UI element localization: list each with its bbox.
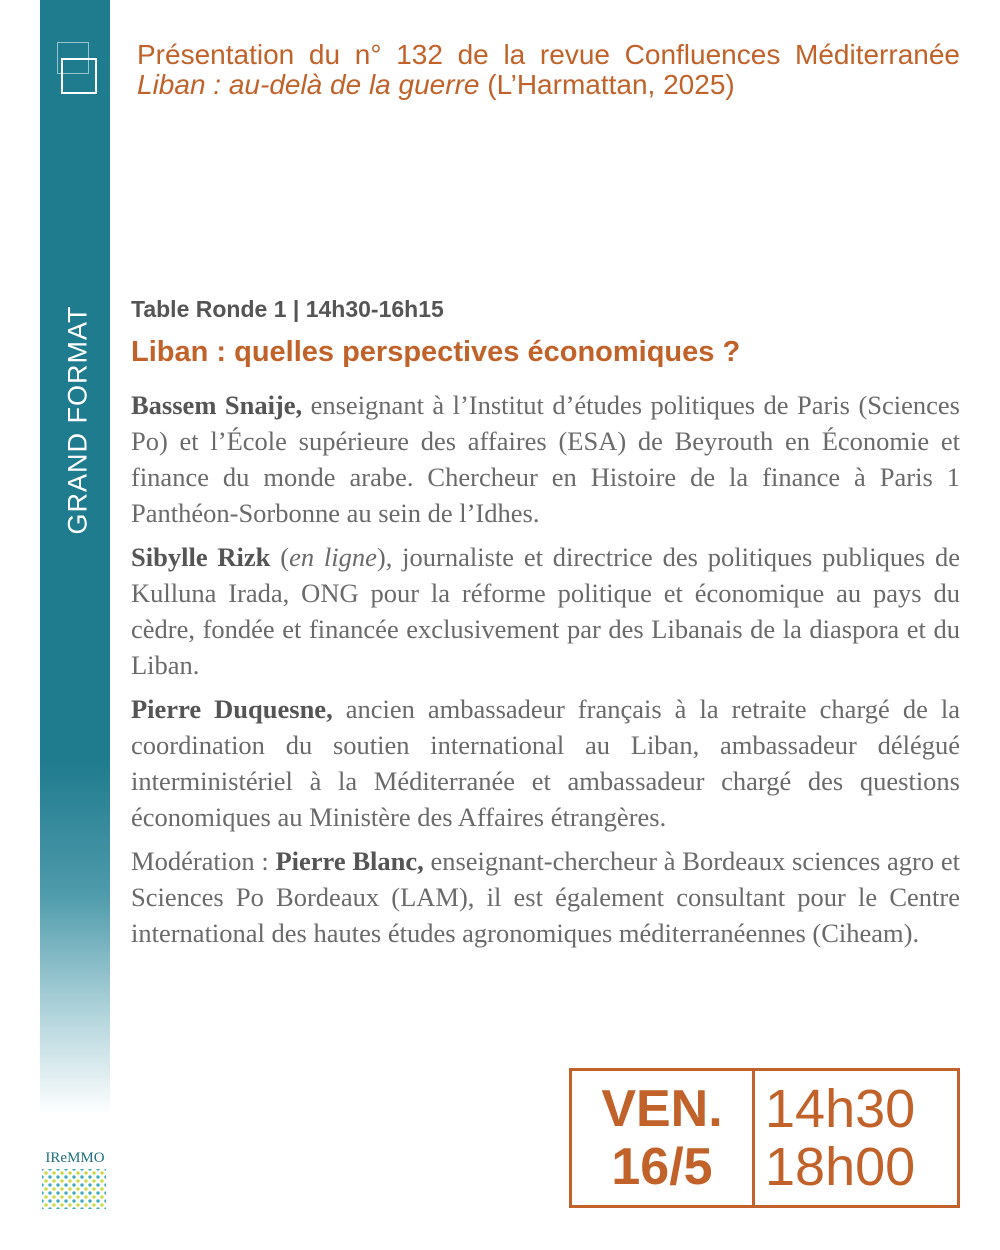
iremmo-logo-text: IReMMO — [45, 1150, 105, 1166]
session-label: Table Ronde 1 | 14h30-16h15 — [131, 296, 444, 322]
speaker-name: Sibylle Rizk — [131, 542, 271, 572]
speaker-name: Bassem Snaije, — [131, 390, 303, 420]
presentation-header — [137, 40, 960, 100]
sidebar-band — [40, 0, 110, 1115]
time-block — [755, 1071, 957, 1205]
section-label: GRAND FORMAT — [62, 305, 93, 535]
header-text-after: (L’Harmattan, 2025) — [479, 69, 735, 100]
weekday: VEN. — [601, 1080, 723, 1138]
speaker-description: ), journaliste et directrice des politiques publiques de Kulluna Irada, ONG pour la réforme politique et économique au pays du cèdre, fondée et financée exclusivement par des Libanais de la diaspora et du Liban. — [131, 542, 961, 680]
speaker-name: Pierre Blanc, — [275, 846, 424, 876]
date-box — [569, 1068, 960, 1208]
iremmo-logo — [42, 1150, 108, 1209]
day-month: 16/5 — [611, 1138, 713, 1196]
speaker-list — [131, 387, 960, 959]
speaker-bio — [131, 691, 960, 835]
moderator-prefix: Modération : — [131, 846, 276, 876]
date-day-block — [572, 1071, 755, 1205]
start-time: 14h30 — [765, 1079, 916, 1139]
speaker-name: Pierre Duquesne, — [131, 694, 333, 724]
speaker-bio — [131, 387, 960, 531]
speaker-bio: Sibylle Rizk (en ligne), journaliste et directrice des politiques publiques de Kulluna Irada, ONG pour la réforme politique et économique au pays du cèdre, fondée et financée exclusivement par des Libanais de la diaspora et du Liban. — [131, 542, 961, 680]
squares-logo-icon — [57, 42, 97, 96]
speaker-description: enseignant à l’Institut d’études politiques de Paris (Sciences Po) et l’École supérieure des affaires (ESA) de Beyrouth en Économie et finance du monde arabe. Chercheur en Histoire de la finance à Paris 1 Panthéon-Sorbonne au sein de l’Idhes. — [131, 390, 960, 528]
review-title: Liban : au-delà de la guerre — [137, 69, 480, 100]
mosaic-pattern-icon — [42, 1169, 106, 1209]
speaker-description: ancien ambassadeur français à la retraite chargé de la coordination du soutien international au Liban, ambassadeur délégué interministériel à la Méditerranée et ambassadeur chargé des questions économiques au Ministère des Affaires étrangères. — [131, 694, 960, 832]
speaker-description: enseignant-chercheur à Bordeaux sciences agro et Sciences Po Bordeaux (LAM), il est également consultant pour le Centre international des hautes études agronomiques méditerranéennes (Ciheam). — [131, 846, 960, 948]
speaker-note: en ligne — [289, 542, 377, 572]
header-text-before: Présentation du n° 132 de la revue Confluences Méditerranée — [137, 39, 960, 70]
end-time: 18h00 — [765, 1137, 916, 1197]
moderator-bio — [131, 843, 960, 951]
session-title: Liban : quelles perspectives économiques ? — [131, 336, 741, 368]
